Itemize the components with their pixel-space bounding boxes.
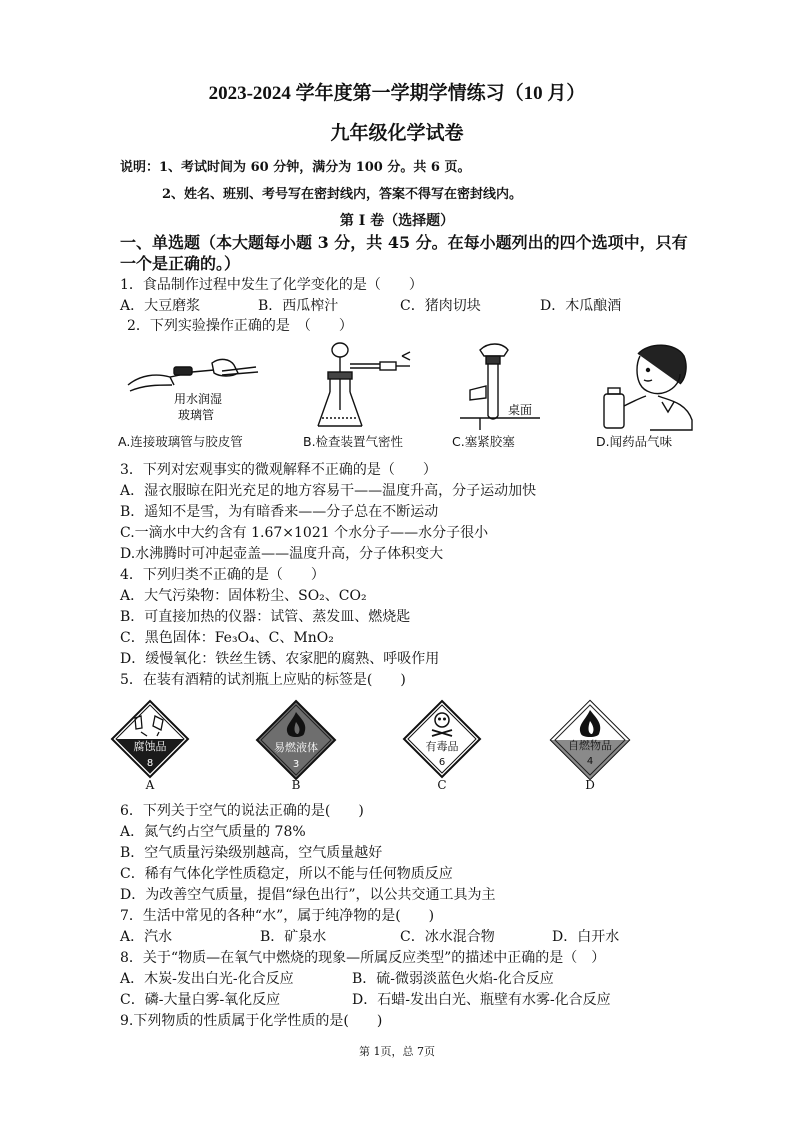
q2-figure-d [598,340,698,432]
q6-option-b: B．空气质量污染级别越高，空气质量越好 [120,845,383,861]
q8-option-b: B．硫-微弱淡蓝色火焰-化合反应 [352,971,554,987]
q7-stem: 7．生活中常见的各种“水”，属于纯净物的是( ) [120,908,435,924]
q5-stem: 5．在装有酒精的试剂瓶上应贴的标签是( ) [120,672,406,688]
q7-option-d: D．白开水 [552,929,620,945]
page-footer: 第 1页，总 7页 [359,1045,435,1058]
label-desk: 桌面 [508,403,533,417]
label-water: 用水润湿 [174,392,223,406]
q6-option-d: D．为改善空气质量，提倡“绿色出行”，以公共交通工具为主 [120,887,496,903]
hazard-a-num: 8 [146,758,154,769]
hazard-d-name: 自燃物品 [568,739,612,752]
q4-option-d: D．缓慢氧化：铁丝生锈、农家肥的腐熟、呼吸作用 [120,651,440,667]
exam-subtitle: 九年级化学试卷 [330,122,464,144]
q4-stem: 4．下列归类不正确的是（ ） [120,567,325,583]
q2-caption-a: A.连接玻璃管与胶皮管 [118,434,243,449]
q4-option-a: A．大气污染物：固体粉尘、SO₂、CO₂ [120,588,367,604]
q6-option-a: A．氮气约占空气质量的 78% [120,824,306,840]
hazard-label-corrosive [111,700,189,778]
q1-option-a: A．大豆磨浆 [120,298,201,314]
q7-option-c: C．冰水混合物 [400,929,495,945]
q1-option-d: D．木瓜酿酒 [540,298,622,314]
q1-option-c: C．猪肉切块 [400,298,481,314]
q3-option-d: D.水沸腾时可冲起壶盖——温度升高，分子体积变大 [120,546,444,562]
q8-option-d: D．石蜡-发出白光、瓶壁有水雾-化合反应 [352,992,611,1008]
q8-stem: 8．关于“物质—在氧气中燃烧的现象—所属反应类型”的描述中正确的是（ ） [120,950,606,966]
q2-figure-a [118,345,268,430]
q1-option-b: B．西瓜榨汁 [258,298,339,314]
q2-caption-d: D.闻药品气味 [596,434,673,449]
q2-caption-b: B.检查装置气密性 [303,434,404,449]
hazard-letter-c: C [437,778,447,792]
q6-stem: 6．下列关于空气的说法正确的是( ) [120,803,364,819]
q7-option-b: B．矿泉水 [260,929,327,945]
q2-figure-b [300,340,420,432]
hazard-d-num: 4 [586,756,594,767]
hazard-letter-d: D [585,778,595,792]
section-title: 第 I 卷（选择题） [339,213,455,229]
label-tube: 玻璃管 [178,408,215,422]
hazard-label-flammable-liquid [256,700,336,780]
q3-option-b: B．遥知不是雪，为有暗香来——分子总在不断运动 [120,504,439,520]
q7-option-a: A．汽水 [120,929,173,945]
q3-option-c: C.一滴水中大约含有 1.67×1021 个水分子——水分子很小 [120,525,489,541]
q4-option-c: C．黑色固体：Fe₃O₄、C、MnO₂ [120,630,334,646]
q6-option-c: C．稀有气体化学性质稳定，所以不能与任何物质反应 [120,866,453,882]
hazard-c-name: 有毒品 [425,740,459,753]
hazard-c-num: 6 [438,757,446,768]
q2-caption-c: C.塞紧胶塞 [452,434,515,449]
q9-stem: 9.下列物质的性质属于化学性质的是( ) [120,1013,383,1029]
q1-stem: 1．食品制作过程中发生了化学变化的是（ ） [120,277,423,293]
hazard-label-spontaneous [550,700,630,780]
hazard-letter-a: A [145,778,155,792]
q8-option-c: C．磷-大量白雾-氧化反应 [120,992,281,1008]
hazard-a-name: 腐蚀品 [133,740,167,753]
section-heading-line2: 一个是正确的。） [120,254,241,273]
section-heading-line1: 一、单选题（本大题每小题 3 分，共 45 分。在每小题列出的四个选项中，只有 [120,233,688,252]
hazard-b-num: 3 [292,759,300,770]
hazard-label-toxic [403,700,481,778]
hazard-b-name: 易燃液体 [274,741,318,754]
exam-title: 2023-2024 学年度第一学期学情练习（10 月） [208,83,586,104]
q3-stem: 3．下列对宏观事实的微观解释不正确的是（ ） [120,462,437,478]
q4-option-b: B．可直接加热的仪器：试管、蒸发皿、燃烧匙 [120,609,411,625]
q3-option-a: A．湿衣服晾在阳光充足的地方容易干——温度升高，分子运动加快 [120,483,537,499]
note-2: 2、姓名、班别、考号写在密封线内，答案不得写在密封线内。 [162,187,523,202]
q2-figure-c [450,340,550,432]
q8-option-a: A．木炭-发出白光-化合反应 [120,971,294,987]
hazard-letter-b: B [291,778,301,792]
q2-stem: 2．下列实验操作正确的是 （ ） [127,318,353,334]
note-1: 说明：1、考试时间为 60 分钟，满分为 100 分。共 6 页。 [120,160,471,175]
